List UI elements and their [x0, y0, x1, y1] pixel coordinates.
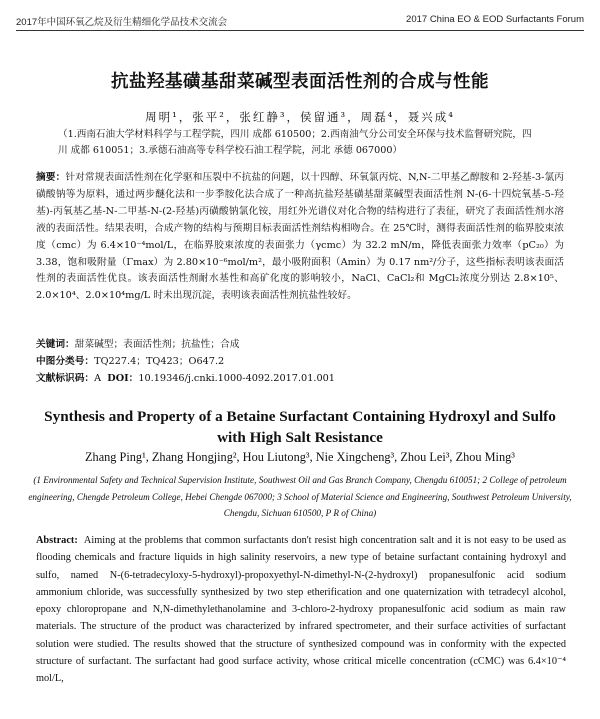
chinese-affiliation: （1.西南石油大学材料科学与工程学院，四川 成都 610500；2.西南油气分公司安全环保与技术监督研究院，四川 成都 610051；3.承德石油高等专科学校石油工程学院，河北 承德 067000）	[58, 129, 532, 156]
header-right: 2017 China EO & EOD Surfactants Forum	[406, 14, 584, 25]
clc-line	[36, 354, 564, 371]
chinese-abstract	[36, 170, 564, 305]
chinese-abstract-label: 摘要：	[36, 172, 66, 183]
doi-text: 10.19346/j.cnki.1000-4092.2017.01.001	[138, 373, 335, 384]
doc-code-line	[36, 371, 564, 388]
english-abstract-label: Abstract:	[36, 535, 78, 546]
doi-label: DOI：	[107, 373, 139, 384]
doc-code-label: 文献标识码：	[36, 373, 95, 384]
english-title: Synthesis and Property of a Betaine Surfactant Containing Hydroxyl and Sulfo with High Salt Resistance	[44, 408, 556, 446]
clc-text: TQ227.4；TQ423；O647.2	[94, 356, 225, 367]
english-affiliation: (1 Environmental Safety and Technical Supervision Institute, Southwest Oil and Gas Branch Company, Chengdu 610051; 2 College of petroleum engineering, Chengde Petroleum College, Hebei Chengde 067000; 3 School of Material Science and Engineering, Southwest Petroleum University, Chengdu, Sichuan 610500, P R of China)	[28, 475, 572, 518]
english-abstract-text: Aiming at the problems that common surfactants don't resist high concentration salt and it is not easy to be used as flooding chemicals and fracture liquids in high salinity reservoirs, a new type of betaine surfactant containing hydroxyl and sulfo, named N-(6-tetradecyloxy-5-hydroxyl)-propoxyethyl-N-dimethyl-N-(2-hydroxyl) propanesulfonic acid sodium ammonium chloride, was successfully synthesized by two step etherification and one quaternization with tetradecyl alcohol, epoxy chloropropane and N,N-dimethylethanolamine and 3-chloro-2-hydroxy propanesulfonic acid sodium as main raw materials. The structure of the product was characterized by infrared spectrometer, and their surface activities of surfactant solution were studied. The results showed that the structure of synthesized compound was in conformity with the expected structure of surfactant. The surfactant had good surface activity, whose critical micelle concentration (cCMC) was 6.4×10⁻⁴ mol/L,	[36, 535, 567, 685]
clc-label: 中图分类号：	[36, 356, 95, 367]
english-abstract	[36, 532, 566, 688]
header-left: 2017年中国环氧乙烷及衍生精细化学品技术交流会	[16, 17, 228, 28]
header-rule	[16, 30, 584, 31]
running-header	[16, 14, 584, 28]
keywords-text: 甜菜碱型；表面活性剂；抗盐性；合成	[74, 339, 240, 350]
chinese-authors: 周明¹，张平²，张红静³，侯留通³，周磊⁴，聂兴成⁴	[145, 110, 455, 124]
chinese-title: 抗盐羟基磺基甜菜碱型表面活性剂的合成与性能	[111, 72, 489, 92]
chinese-abstract-text: 针对常规表面活性剂在化学驱和压裂中不抗盐的问题，以十四醇、环氧氯丙烷、N,N-二甲基乙醇胺和 2-羟基-3-氯丙磺酸钠等为原料，通过两步醚化法和一步季胺化法合成了一种高抗盐羟基磺基甜菜碱型表面活性剂 N-(6-十四烷氧基-5-羟基)-丙氧基乙基-N-二甲基-N-(2-羟基)丙磺酸钠氯化铵，用红外光谱仪对化合物的结构进行了表征，研究了表面活性剂水溶液的表面活性。结果表明，合成产物的结构与预期目标表面活性剂结构相吻合。在 25℃时，测得表面活性剂的临界胶束浓度（cmc）为 6.4×10⁻⁴mol/L，在临界胶束浓度的表面张力（γcmc）为 32.2 mN/m，降低表面张力效率（pC₂₀）为 3.38，饱和吸附量（Γmax）为 2.80×10⁻⁶mol/m²，最小吸附面积（Amin）为 0.17 nm²/分子，这些指标表明该表面活性剂的表面活性优良。该表面活性剂耐水基性和高矿化度的影响较小，NaCl、CaCl₂和 MgCl₂浓度分别达 2.8×10⁵、2.0×10⁴、2.0×10⁴mg/L 时未出现沉淀，表明该表面活性剂抗盐性较好。	[36, 172, 564, 302]
keywords-label: 关键词：	[36, 339, 75, 350]
doc-code-text: A	[94, 373, 102, 384]
english-authors: Zhang Ping¹, Zhang Hongjing², Hou Liutong³, Nie Xingcheng³, Zhou Lei³, Zhou Ming³	[85, 450, 515, 464]
keywords-line	[36, 337, 564, 354]
